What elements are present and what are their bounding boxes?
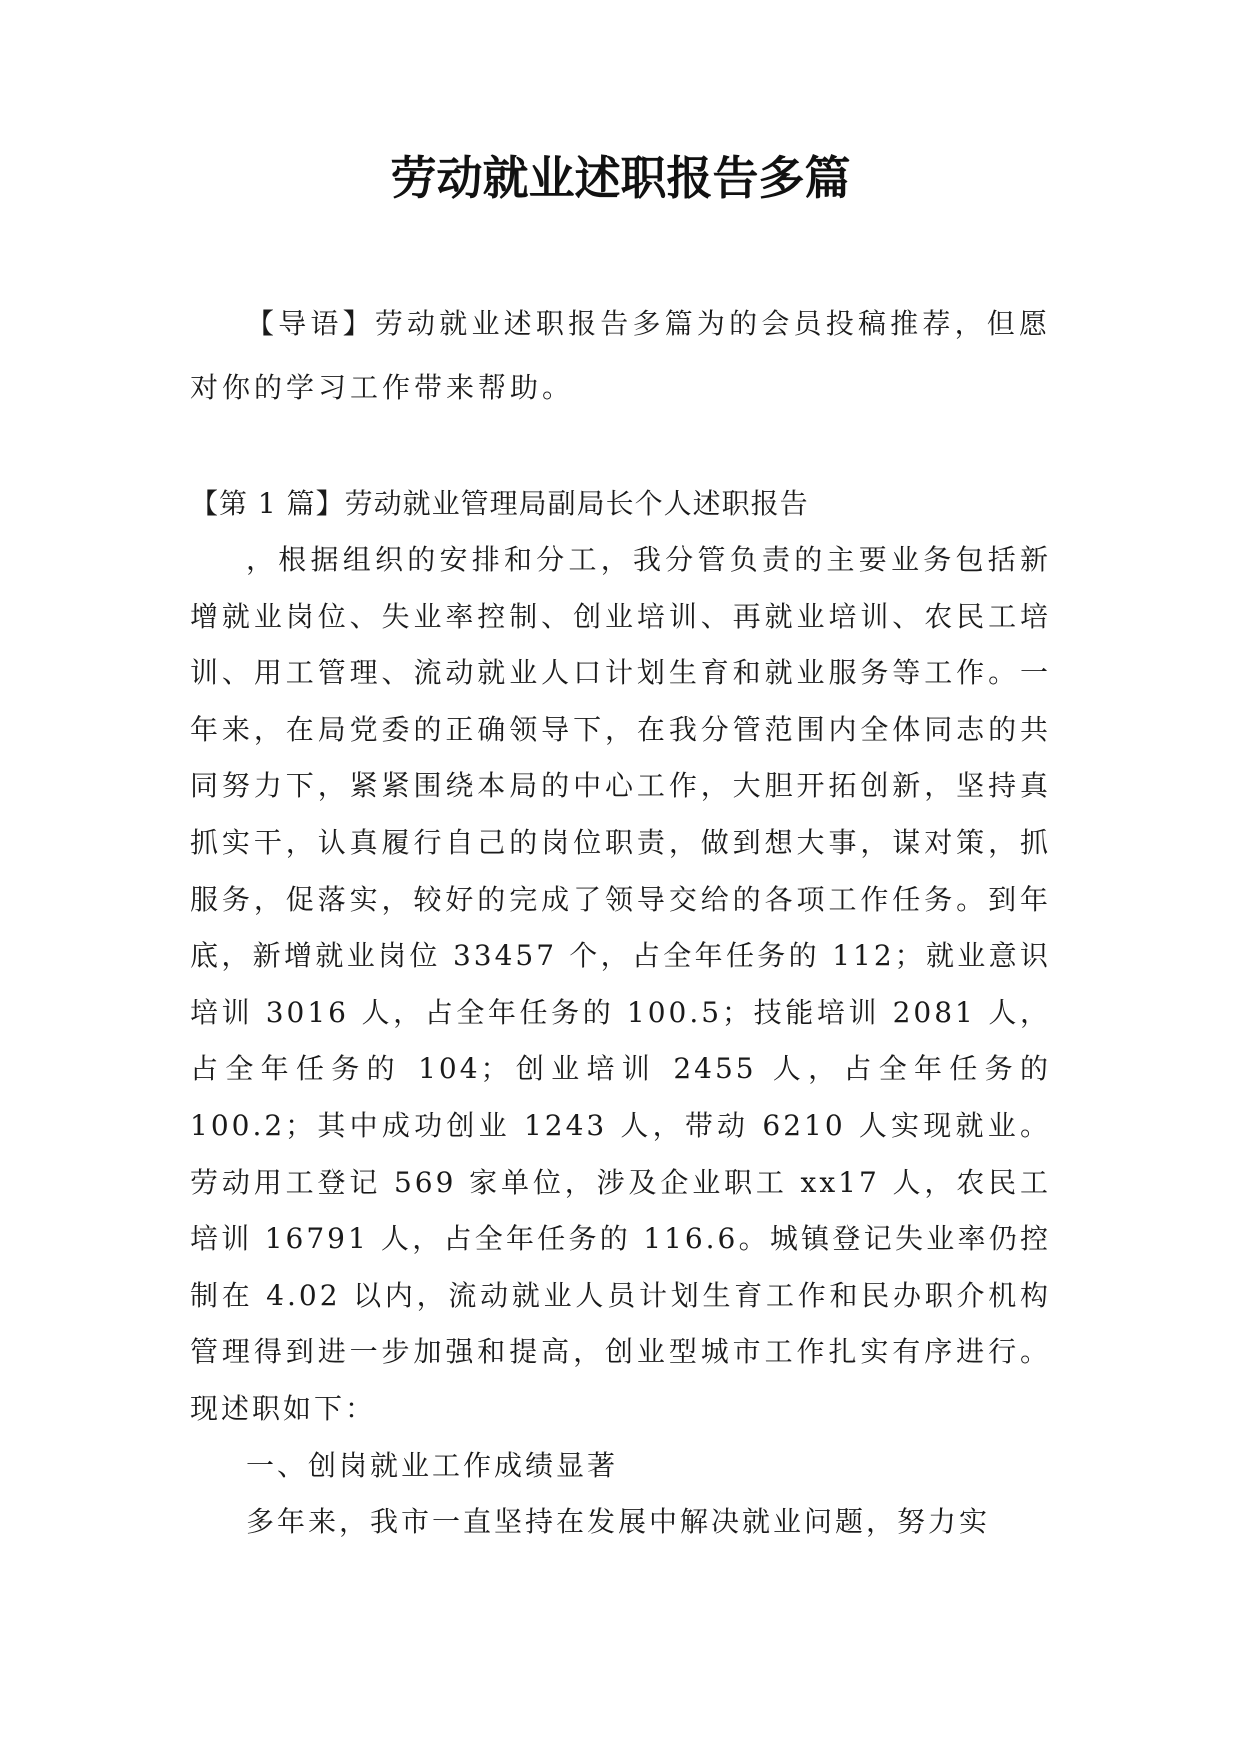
subsection-heading: 一、创岗就业工作成绩显著 bbox=[246, 1448, 619, 1482]
body-paragraph: 多年来，我市一直坚持在发展中解决就业问题，努力实 bbox=[246, 1505, 991, 1539]
section-heading: 【第 1 篇】劳动就业管理局副局长个人述职报告 bbox=[190, 487, 809, 520]
body-paragraph: ，根据组织的安排和分工，我分管负责的主要业务包括新增就业岗位、失业率控制、创业培训、再就业培训、农民工培训、用工管理、流动就业人口计划生育和就业服务等工作。一年来，在局党委的正确领导下，在我分管范围内全体同志的共同努力下，紧紧围绕本局的中心工作，大胆开拓创新，坚持真抓实干，认真履行自己的岗位职责，做到想大事，谋对策，抓服务，促落实，较好的完成了领导交给的各项工作任务。到年底，新增就业岗位 33457 个，占全年任务的 112；就业意识培训 3016 人，占全年任务的 100.5；技能培训 2081 人，占全年任务的 104；创业培训 2455 人，占全年任务的 100.2；其中成功创业 1243 人，带动 6210 人实现就业。劳动用工登记 569 家单位，涉及企业职工 xx17 人，农民工培训 16791 人，占全年任务的 116.6。城镇登记失业率仍控制在 4.02 以内，流动就业人员计划生育工作和民办职介机构管理得到进一步加强和提高，创业型城市工作扎实有序进行。现述职如下： bbox=[190, 543, 1051, 1425]
document-title: 劳动就业述职报告多篇 bbox=[390, 151, 851, 205]
lead-paragraph: 【导语】劳动就业述职报告多篇为的会员投稿推荐，但愿对你的学习工作带来帮助。 bbox=[190, 307, 1051, 404]
